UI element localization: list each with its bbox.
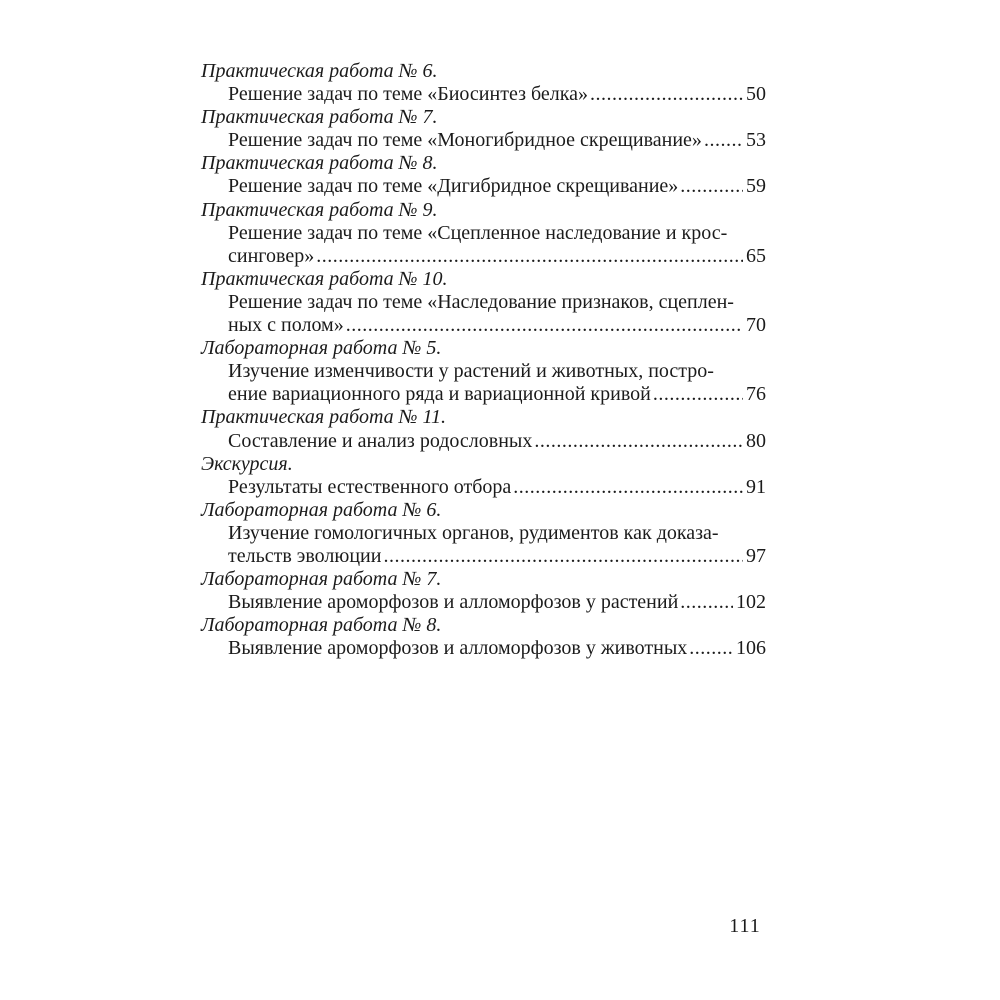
toc-entry	[201, 106, 766, 152]
toc-entry-text: Решение задач по теме «Наследование признаков, сцеплен-	[228, 290, 734, 313]
toc-entry-text: ных с полом»	[228, 314, 344, 337]
dot-leader	[314, 245, 743, 268]
dot-leader	[702, 129, 743, 152]
toc-entry-page-number: 80	[746, 429, 766, 452]
toc-entry-text: Изучение гомологичных органов, рудиментов как доказа-	[228, 521, 719, 544]
toc-entry-line-final	[201, 430, 766, 453]
toc-entry-page-number: 97	[746, 544, 766, 567]
toc-entry-text: Решение задач по теме «Сцепленное наследование и крос-	[228, 221, 728, 244]
dot-leader	[532, 430, 743, 453]
toc-entry-text: Результаты естественного отбора	[228, 475, 512, 498]
toc-entry-title: Практическая работа № 7.	[201, 106, 438, 129]
toc-entry-line-final	[201, 591, 766, 614]
toc-entry-text: Изучение изменчивости у растений и животных, постро-	[228, 360, 714, 383]
toc-entry-title: Практическая работа № 8.	[201, 152, 438, 175]
toc-entry-text: ение вариационного ряда и вариационной кривой	[228, 383, 651, 406]
toc-entry	[201, 152, 766, 198]
table-of-contents	[201, 60, 766, 660]
toc-entry-page-number: 102	[736, 591, 766, 614]
toc-entry-title: Лабораторная работа № 7.	[201, 568, 442, 591]
dot-leader	[511, 476, 743, 499]
toc-entry-line-final	[201, 129, 766, 152]
toc-entry-line-final	[201, 637, 766, 660]
toc-entry	[201, 499, 766, 568]
toc-entry-title: Практическая работа № 10.	[201, 267, 448, 290]
dot-leader	[678, 591, 733, 614]
dot-leader	[381, 545, 743, 568]
dot-leader	[678, 175, 743, 198]
toc-entry-page-number: 106	[736, 637, 766, 660]
toc-entry-title: Практическая работа № 6.	[201, 60, 438, 82]
page-number: 111	[729, 915, 761, 937]
toc-entry-title: Экскурсия.	[201, 452, 293, 475]
toc-entry-text: Составление и анализ родословных	[228, 429, 533, 452]
toc-entry-text: Выявление ароморфозов и алломорфозов у животных	[228, 637, 688, 660]
toc-entry	[201, 453, 766, 499]
toc-entry-page-number: 76	[746, 383, 766, 406]
toc-entry-line	[201, 222, 766, 245]
toc-entry-title: Лабораторная работа № 6.	[201, 498, 442, 521]
toc-entry-page-number: 65	[746, 244, 766, 267]
toc-entry-text: Решение задач по теме «Моногибридное скрещивание»	[228, 129, 702, 152]
toc-entry-line	[201, 291, 766, 314]
dot-leader	[651, 383, 743, 406]
toc-entry-title: Практическая работа № 9.	[201, 198, 438, 221]
toc-entry-text: синговер»	[228, 244, 315, 267]
toc-entry	[201, 568, 766, 614]
toc-entry	[201, 199, 766, 268]
toc-entry-page-number: 50	[746, 83, 766, 106]
toc-entry-line-final	[201, 245, 766, 268]
toc-entry-title: Лабораторная работа № 8.	[201, 614, 442, 637]
toc-entry-line-final	[201, 314, 766, 337]
toc-entry-text: Решение задач по теме «Дигибридное скрещивание»	[228, 175, 679, 198]
dot-leader	[344, 314, 743, 337]
toc-entry	[201, 60, 766, 106]
toc-entry-text: тельств эволюции	[228, 544, 382, 567]
toc-entry-line-final	[201, 545, 766, 568]
toc-entry-page-number: 53	[746, 129, 766, 152]
dot-leader	[687, 637, 733, 660]
toc-entry-line-final	[201, 383, 766, 406]
toc-entry-page-number: 91	[746, 475, 766, 498]
toc-entry-line	[201, 360, 766, 383]
toc-entry	[201, 406, 766, 452]
toc-entry-line	[201, 522, 766, 545]
toc-entry-page-number: 70	[746, 314, 766, 337]
toc-entry	[201, 337, 766, 406]
toc-entry	[201, 268, 766, 337]
toc-entry-text: Выявление ароморфозов и алломорфозов у растений	[228, 591, 679, 614]
toc-entry-text: Решение задач по теме «Биосинтез белка»	[228, 83, 589, 106]
toc-entry-title: Лабораторная работа № 5.	[201, 337, 442, 360]
toc-entry-line-final	[201, 175, 766, 198]
toc-entry-line-final	[201, 476, 766, 499]
toc-entry-page-number: 59	[746, 175, 766, 198]
toc-entry	[201, 614, 766, 660]
dot-leader	[588, 83, 743, 106]
toc-entry-title: Практическая работа № 11.	[201, 406, 447, 429]
toc-entry-line-final	[201, 83, 766, 106]
